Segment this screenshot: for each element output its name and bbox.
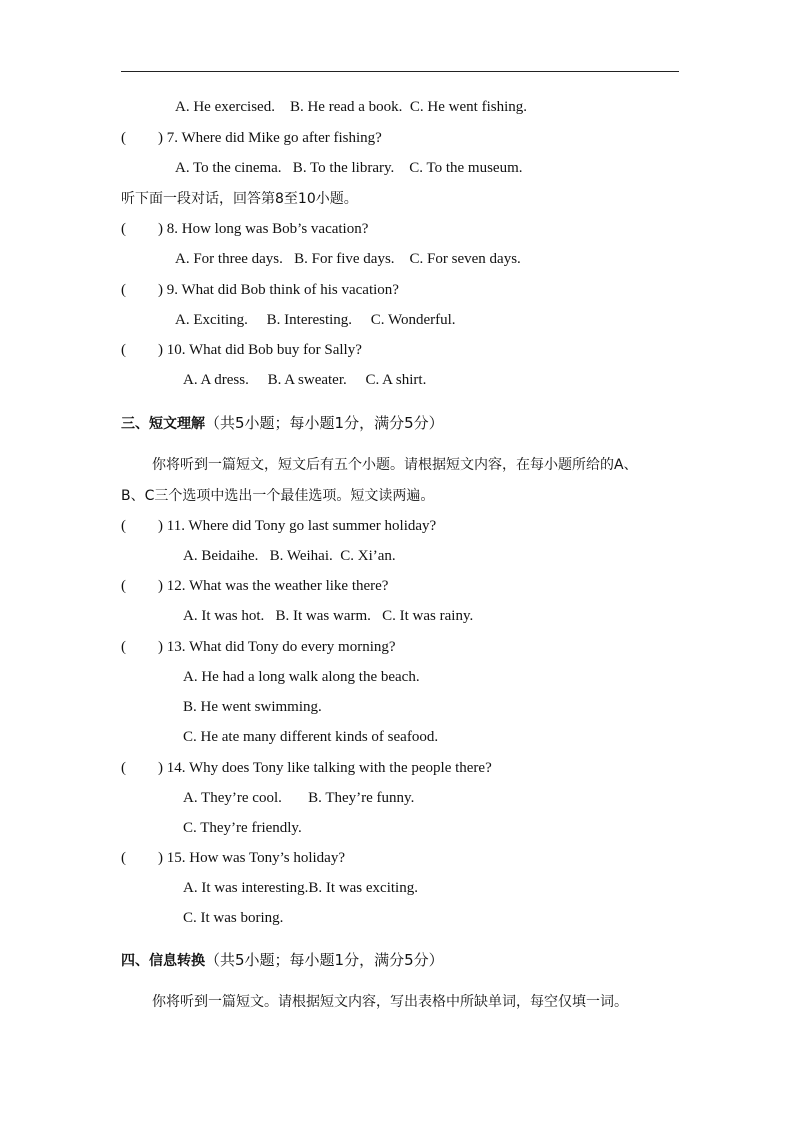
question-9-text: ) 9. What did Bob think of his vacation? bbox=[158, 282, 399, 298]
answer-paren-open: ( bbox=[121, 342, 126, 358]
question-12-text: ) 12. What was the weather like there? bbox=[158, 578, 389, 594]
question-7-text: ) 7. Where did Mike go after fishing? bbox=[158, 130, 382, 146]
question-11-text: ) 11. Where did Tony go last summer holiday? bbox=[158, 518, 437, 534]
question-7 bbox=[121, 128, 382, 148]
q6-options: A. He exercised. B. He read a book. C. He went fishing. bbox=[175, 99, 527, 115]
question-15-text: ) 15. How was Tony’s holiday? bbox=[158, 850, 345, 866]
section-4-instruction: 你将听到一篇短文。请根据短文内容，写出表格中所缺单词，每空仅填一词。 bbox=[152, 994, 628, 1010]
question-10 bbox=[121, 340, 362, 360]
section-4-title: 四、信息转换 bbox=[121, 953, 205, 969]
answer-paren-open: ( bbox=[121, 760, 126, 776]
question-9-options: A. Exciting. B. Interesting. C. Wonderful. bbox=[175, 312, 456, 328]
section-4-heading bbox=[121, 950, 444, 971]
section-3-heading bbox=[121, 413, 444, 434]
answer-paren-open: ( bbox=[121, 282, 126, 298]
question-14-text: ) 14. Why does Tony like talking with the people there? bbox=[158, 760, 492, 776]
question-15-option-c: C. It was boring. bbox=[183, 910, 284, 926]
question-12 bbox=[121, 576, 388, 596]
section-3-instruction-2: B、C三个选项中选出一个最佳选项。短文读两遍。 bbox=[121, 488, 435, 504]
question-11-options: A. Beidaihe. B. Weihai. C. Xi’an. bbox=[183, 548, 396, 564]
question-13-text: ) 13. What did Tony do every morning? bbox=[158, 639, 396, 655]
question-13-option-c: C. He ate many different kinds of seafood. bbox=[183, 729, 439, 745]
answer-paren-open: ( bbox=[121, 221, 126, 237]
question-10-options: A. A dress. B. A sweater. C. A shirt. bbox=[183, 372, 427, 388]
question-13-option-a: A. He had a long walk along the beach. bbox=[183, 669, 420, 685]
answer-paren-open: ( bbox=[121, 518, 126, 534]
section-3-instruction-1: 你将听到一篇短文，短文后有五个小题。请根据短文内容，在每小题所给的A、 bbox=[152, 457, 638, 473]
answer-paren-open: ( bbox=[121, 850, 126, 866]
question-14-option-c: C. They’re friendly. bbox=[183, 820, 302, 836]
question-14-options-ab: A. They’re cool. B. They’re funny. bbox=[183, 790, 415, 806]
question-8-options: A. For three days. B. For five days. C. For seven days. bbox=[175, 251, 521, 267]
question-12-options: A. It was hot. B. It was warm. C. It was rainy. bbox=[183, 608, 474, 624]
question-10-text: ) 10. What did Bob buy for Sally? bbox=[158, 342, 362, 358]
header-rule bbox=[121, 71, 679, 72]
question-13-option-b: B. He went swimming. bbox=[183, 699, 322, 715]
question-11 bbox=[121, 516, 436, 536]
section-3-note: （共5小题；每小题1分，满分5分） bbox=[205, 414, 444, 432]
question-15 bbox=[121, 848, 345, 868]
section-3-title: 三、短文理解 bbox=[121, 416, 205, 432]
question-8-text: ) 8. How long was Bob’s vacation? bbox=[158, 221, 369, 237]
question-15-options-ab: A. It was interesting.B. It was exciting. bbox=[183, 880, 418, 896]
question-9 bbox=[121, 280, 399, 300]
section-4-note: （共5小题；每小题1分，满分5分） bbox=[205, 951, 444, 969]
instruction-8-10: 听下面一段对话，回答第8至10小题。 bbox=[121, 191, 358, 207]
answer-paren-open: ( bbox=[121, 130, 126, 146]
question-7-options: A. To the cinema. B. To the library. C. To the museum. bbox=[175, 160, 523, 176]
answer-paren-open: ( bbox=[121, 578, 126, 594]
question-14 bbox=[121, 758, 492, 778]
answer-paren-open: ( bbox=[121, 639, 126, 655]
question-8 bbox=[121, 219, 368, 239]
question-13 bbox=[121, 637, 396, 657]
